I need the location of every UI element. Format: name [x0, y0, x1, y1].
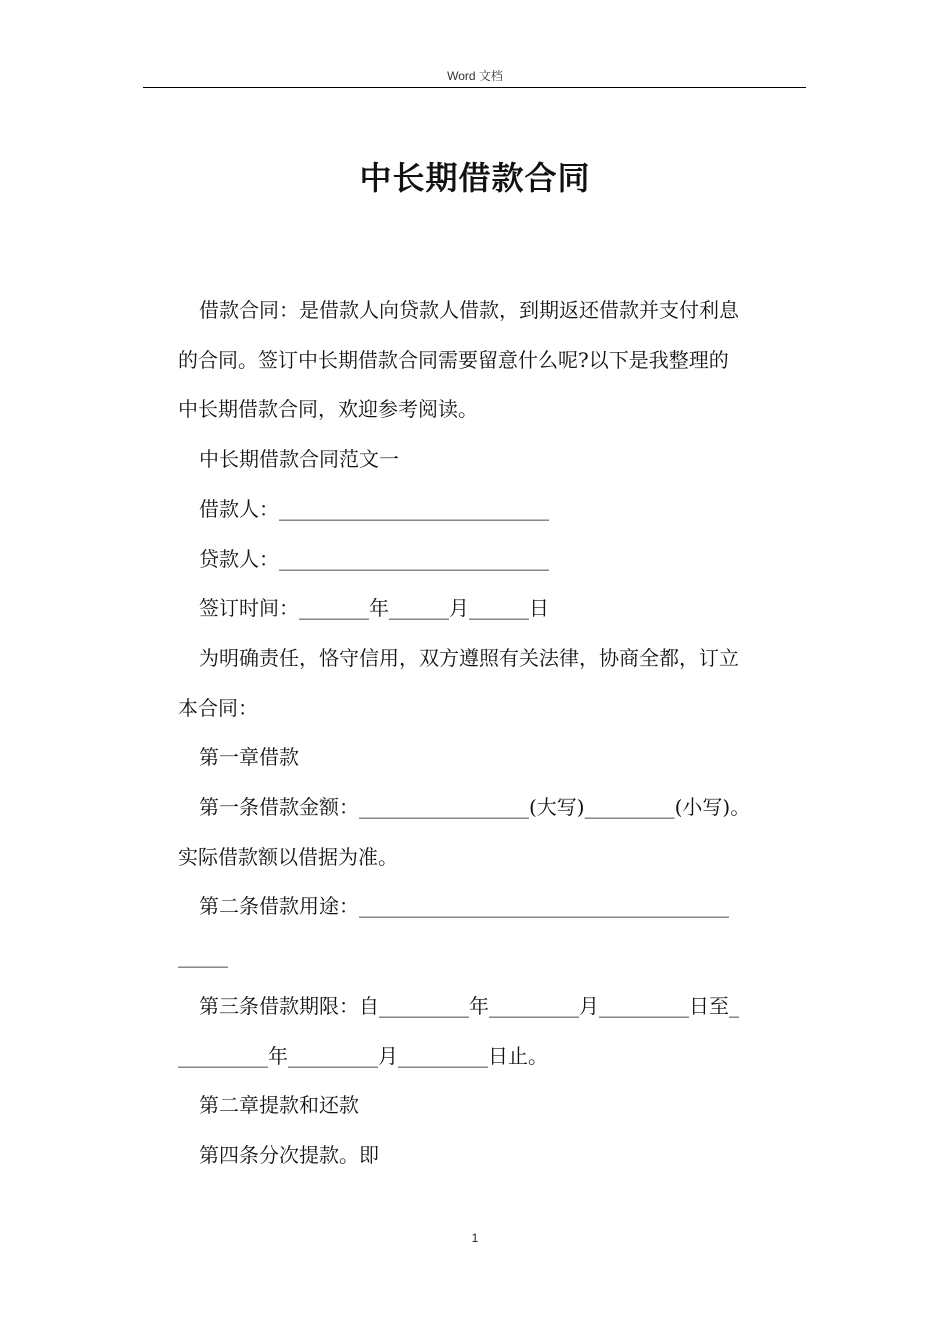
chapter-heading: 第一章借款 — [199, 745, 299, 770]
header-divider — [143, 87, 806, 88]
body-line: 本合同： — [178, 695, 258, 720]
page-number: 1 — [471, 1231, 479, 1245]
document-title: 中长期借款合同 — [359, 159, 591, 197]
body-line: 为明确责任，恪守信用，双方遵照有关法律，协商全都，订立 — [199, 645, 739, 670]
body-line: 实际借款额以借据为准。 — [178, 844, 398, 869]
document-body — [178, 286, 804, 1181]
article-loan-purpose: 第二条借款用途：_____________________________________ — [199, 894, 729, 919]
body-line: 中长期借款合同，欢迎参考阅读。 — [178, 397, 478, 422]
article-loan-term: 第三条借款期限：自_________年_________月_________日至_ — [199, 993, 739, 1018]
body-line: _________年_________月_________日止。 — [178, 1043, 548, 1068]
lender-field: 贷款人：___________________________ — [199, 546, 549, 571]
body-line: 借款合同：是借款人向贷款人借款，到期返还借款并支付利息 — [199, 298, 739, 322]
chapter-heading: 第二章提款和还款 — [199, 1093, 359, 1118]
page-header-label: Word 文档 — [447, 69, 503, 83]
section-heading: 中长期借款合同范文一 — [199, 447, 399, 472]
body-line: 的合同。签订中长期借款合同需要留意什么呢?以下是我整理的 — [178, 347, 729, 372]
borrower-field: 借款人：___________________________ — [199, 496, 549, 521]
article-loan-amount: 第一条借款金额：_________________(大写)_________(小写)。 — [199, 795, 751, 820]
article-withdrawal: 第四条分次提款。即 — [199, 1142, 379, 1167]
signing-date-field: 签订时间：_______年______月______日 — [199, 596, 549, 621]
body-line: _____ — [178, 944, 228, 969]
